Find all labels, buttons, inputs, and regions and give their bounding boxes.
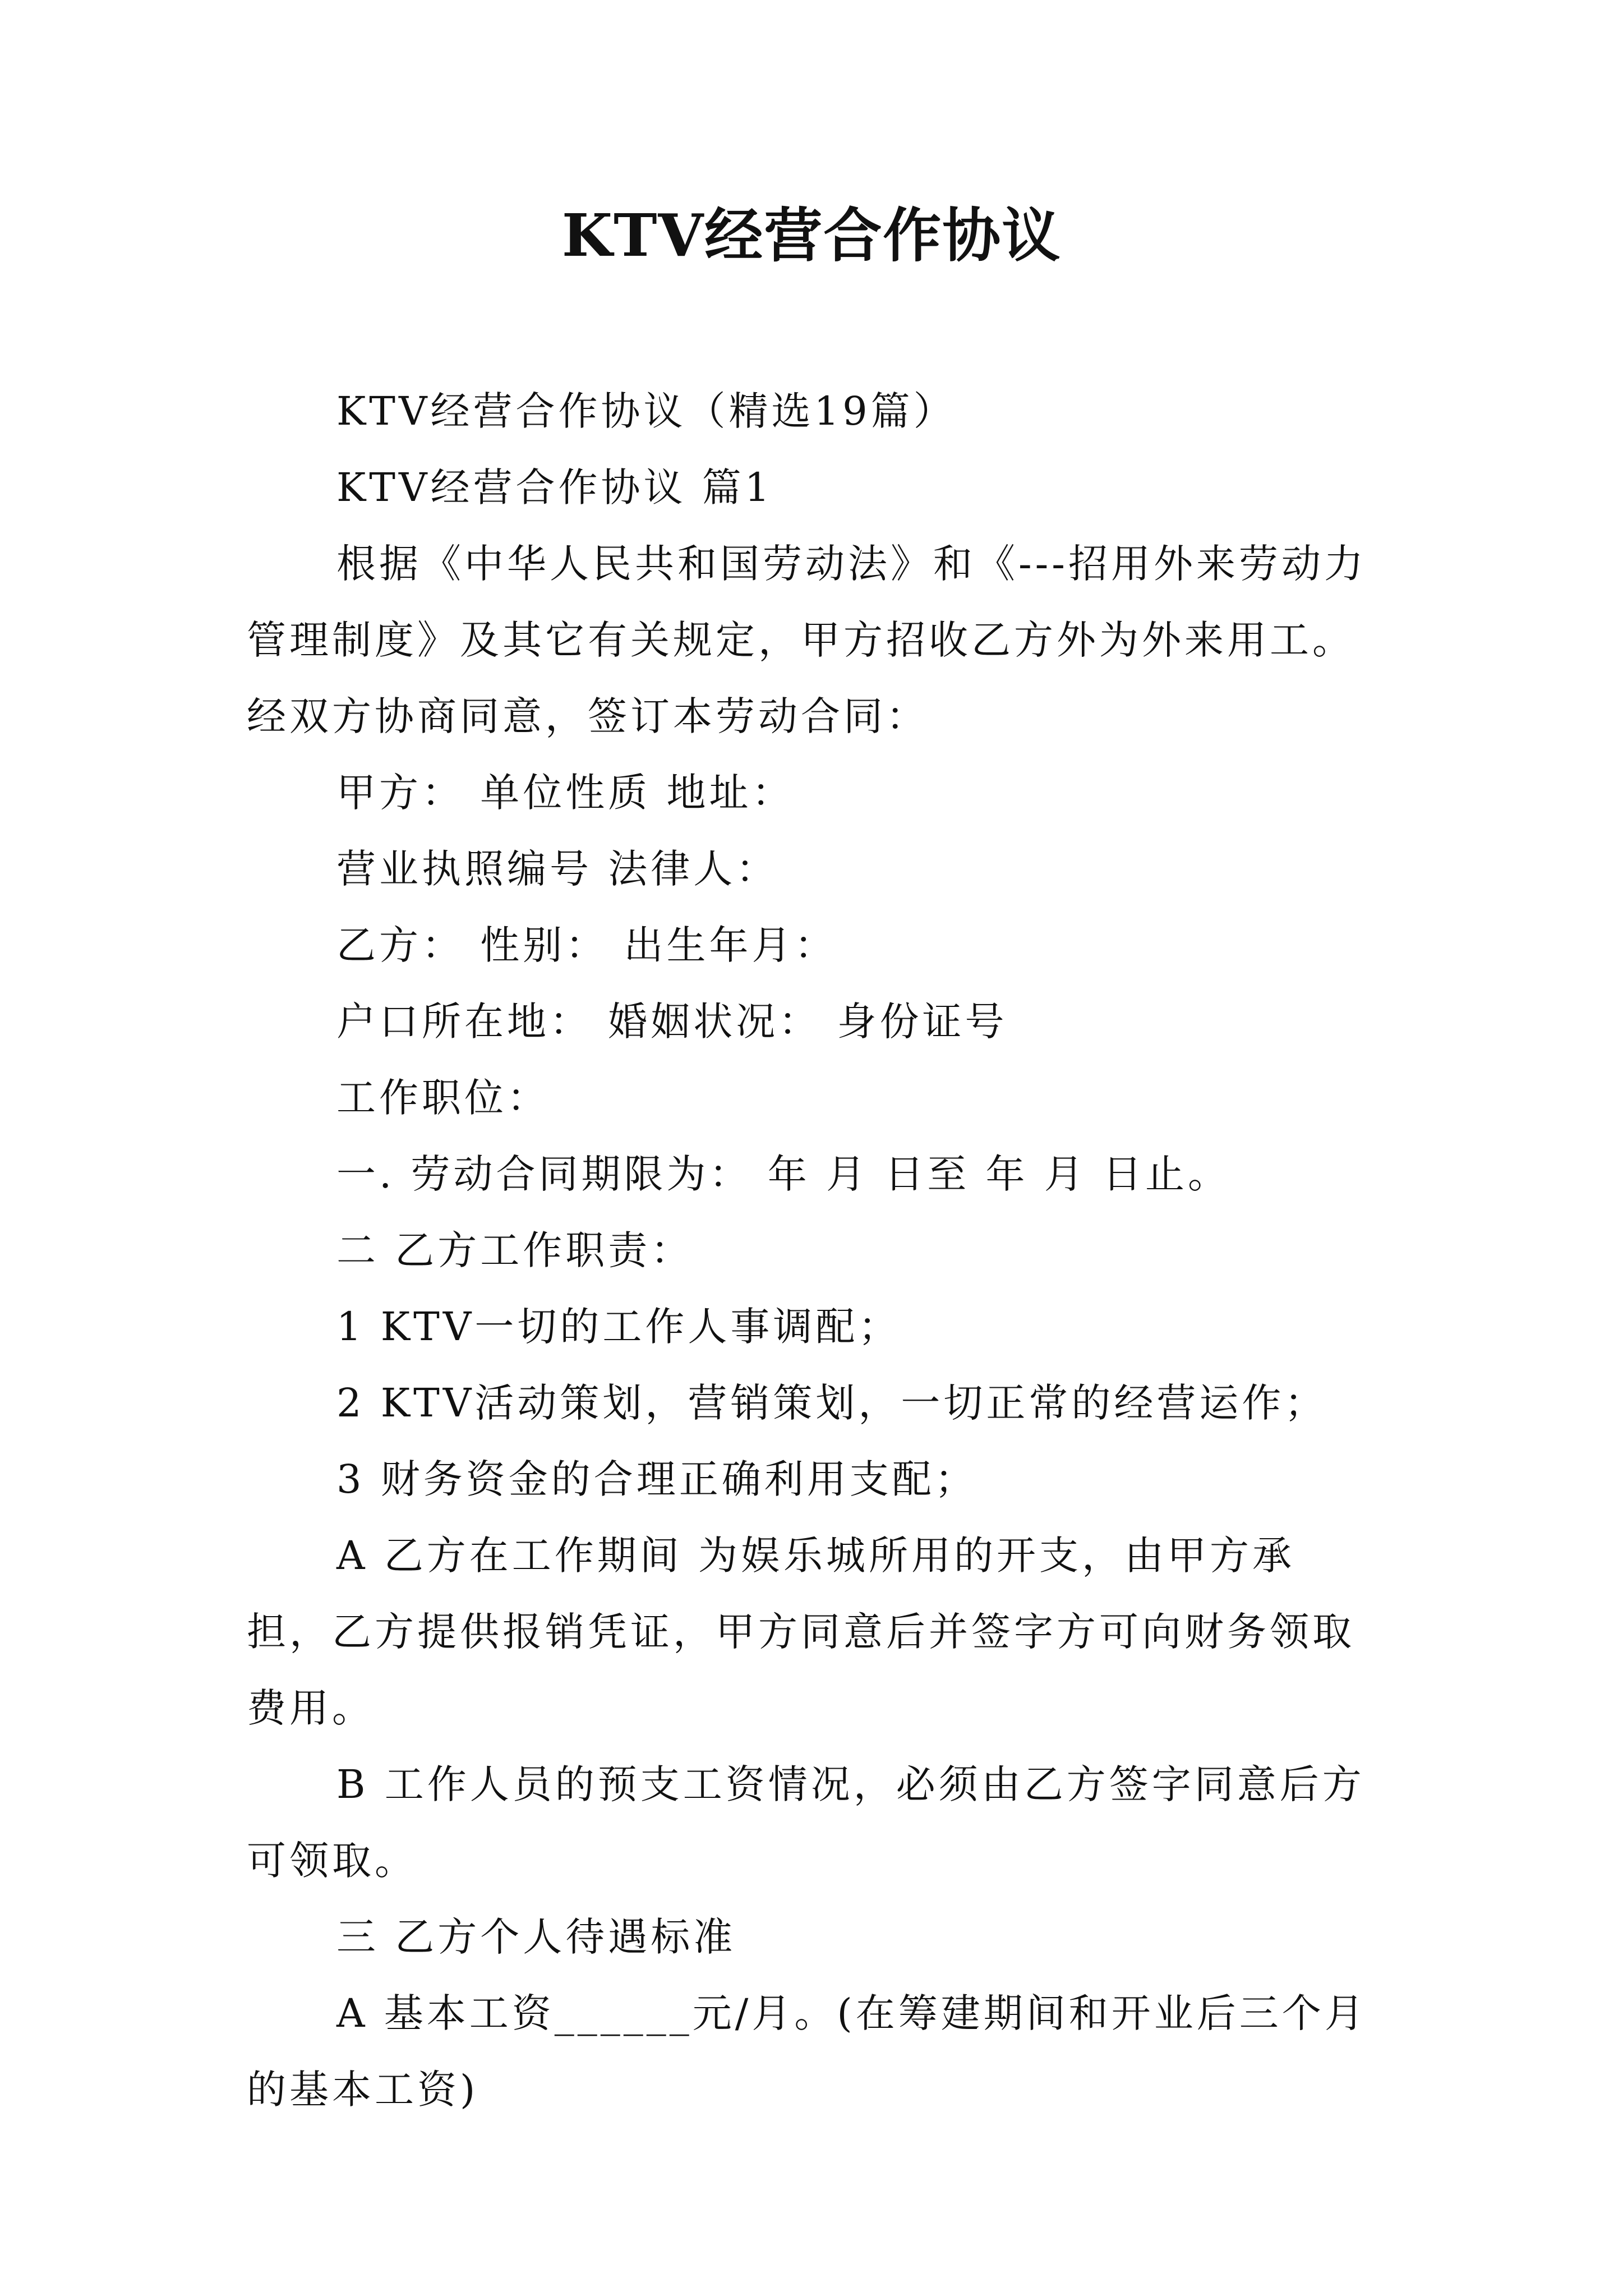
paragraph-duty-3: 3 财务资金的合理正确利用支配； [336,1456,978,1502]
document-body [247,373,1380,2128]
paragraph-section-heading: KTV经营合作协议 篇1 [336,464,773,510]
paragraph-item-b: B 工作人员的预支工资情况，必须由乙方签字同意后方可领取。 [247,1761,1365,1884]
paragraph-item-a: A 乙方在工作期间 为娱乐城所用的开支，由甲方承担，乙方提供报销凭证，甲方同意后并签字方可向财务领取费用。 [247,1533,1355,1731]
paragraph-contract-term: 一. 劳动合同期限为： 年 月 日至 年 月 日止。 [336,1151,1231,1197]
paragraph-job-position: 工作职位： [336,1075,550,1121]
paragraph-base-salary: A 基本工资______元/月。(在筹建期间和开业后三个月的基本工资) [247,1990,1367,2113]
paragraph-license-number: 营业执照编号 法律人： [336,846,779,892]
paragraph-benefits-heading: 三 乙方个人待遇标准 [336,1914,736,1960]
paragraph-household: 户口所在地： 婚姻状况： 身份证号 [336,999,1008,1045]
paragraph-party-b: 乙方： 性别： 出生年月： [336,922,837,968]
paragraph-preamble: 根据《中华人民共和国劳动法》和《---招用外来劳动力管理制度》及其它有关规定，甲方招收乙方外为外来用工。经双方协商同意，签订本劳动合同： [247,541,1367,739]
paragraph-party-a: 甲方： 单位性质 地址： [336,770,795,816]
paragraph-subtitle: KTV经营合作协议（精选19篇） [336,388,956,434]
paragraph-duty-2: 2 KTV活动策划，营销策划，一切正常的经营运作； [336,1380,1327,1426]
paragraph-duties-heading: 二 乙方工作职责： [336,1227,694,1273]
document-title: KTV经营合作协议 [561,201,1062,270]
paragraph-duty-1: 1 KTV一切的工作人事调配； [336,1304,901,1350]
